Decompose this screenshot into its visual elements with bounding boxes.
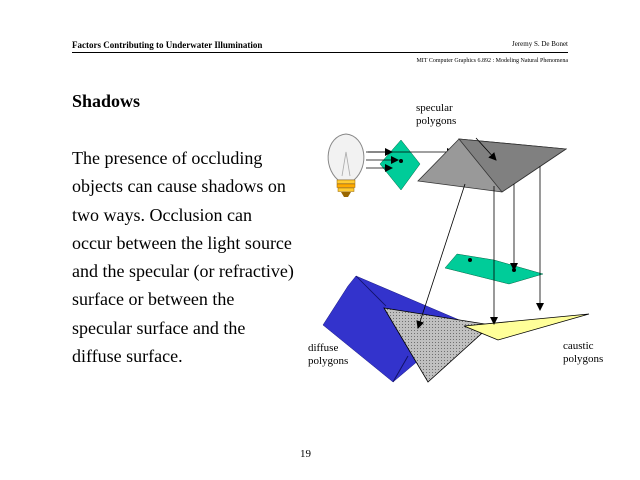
diffuse-label: diffuse polygons [308, 342, 349, 367]
vertex-dot [399, 159, 403, 163]
header-author: Jeremy S. De Bonet [512, 40, 568, 48]
slide-body: The presence of occluding objects can cause shadows on two ways. Occlusion can occur between the light source and the specular (or refractive) surface or between the specular surface and the diffuse surface. [72, 148, 294, 367]
specular-label: specular polygons [416, 102, 457, 127]
light-bulb-icon [328, 134, 364, 197]
occluder-diamond [380, 140, 420, 190]
vertex-dot [468, 258, 472, 262]
slide-title: Shadows [72, 91, 141, 111]
caustic-polygon [464, 314, 589, 340]
page-number: 19 [300, 448, 311, 460]
header-title: Factors Contributing to Underwater Illumination [72, 40, 263, 50]
header-course: MIT Computer Graphics 6.892 : Modeling Natural Phenomena [416, 58, 568, 64]
vertex-dot [512, 268, 516, 272]
caustic-label: caustic polygons [563, 340, 604, 365]
